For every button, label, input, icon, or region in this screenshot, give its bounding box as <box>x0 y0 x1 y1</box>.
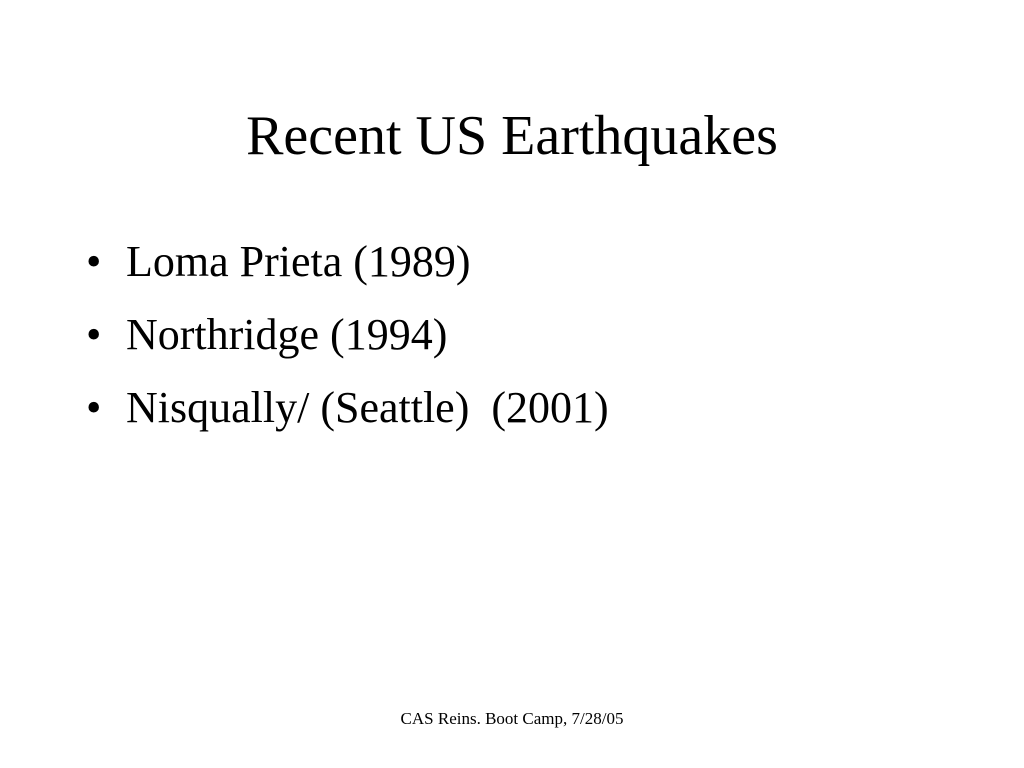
bullet-list <box>82 232 962 451</box>
slide-footer: CAS Reins. Boot Camp, 7/28/05 <box>400 709 624 728</box>
bullet-item-northridge <box>82 305 962 378</box>
bullet-item-nisqually <box>82 378 962 451</box>
bullet-text: Northridge (1994) <box>126 310 448 359</box>
slide-title: Recent US Earthquakes <box>246 105 778 167</box>
bullet-text: Loma Prieta (1989) <box>126 237 471 286</box>
bullet-marker: • <box>86 310 102 359</box>
bullet-text: Nisqually/ (Seattle) (2001) <box>126 383 609 432</box>
bullet-item-loma-prieta <box>82 232 962 305</box>
bullet-marker: • <box>86 383 102 432</box>
bullet-marker: • <box>86 237 102 286</box>
